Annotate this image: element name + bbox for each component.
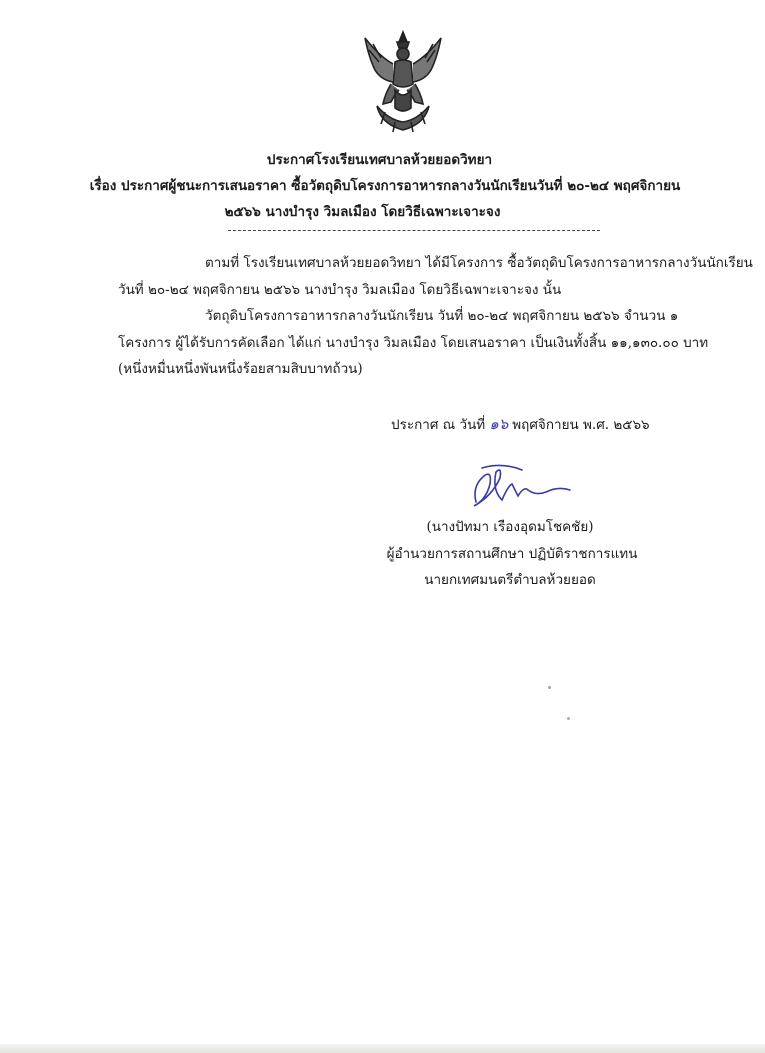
signer-name: (นางปัทมา เรืองอุดมโชคชัย) (426, 519, 594, 535)
announcement-subject-cont: ๒๕๖๖ นางบำรุง วิมลเมือง โดยวิธีเฉพาะเจาะจง (224, 204, 501, 220)
scan-bottom-edge (0, 1044, 765, 1053)
scan-speck (548, 686, 551, 689)
announcement-heading: ประกาศโรงเรียนเทศบาลห้วยยอดวิทยา (266, 152, 493, 168)
announcement-date (391, 412, 650, 436)
date-suffix: พฤศจิกายน พ.ศ. ๒๕๖๖ (512, 417, 650, 433)
body-paragraph-line: (หนึ่งหมื่นหนึ่งพันหนึ่งร้อยสามสิบบาทถ้วน) (118, 361, 363, 377)
garuda-emblem-icon (355, 28, 451, 136)
body-paragraph-line: วันที่ ๒๐-๒๔ พฤศจิกายน ๒๕๖๖ นางบำรุง วิมลเมือง โดยวิธีเฉพาะเจาะจง นั้น (118, 282, 562, 298)
date-prefix: ประกาศ ณ วันที่ (391, 417, 486, 433)
announcement-subject: เรื่อง ประกาศผู้ชนะการเสนอราคา ซื้อวัตถุดิบโครงการอาหารกลางวันนักเรียนวันที่ ๒๐-๒๔ พฤศจิกายน (89, 178, 681, 194)
body-paragraph-line: โครงการ ผู้ได้รับการคัดเลือก ได้แก่ นางบำรุง วิมลเมือง โดยเสนอราคา เป็นเงินทั้งสิ้น ๑๑,๑๓๐.๐๐ บาท (118, 335, 709, 351)
body-paragraph-line: วัตถุดิบโครงการอาหารกลางวันนักเรียน วันที่ ๒๐-๒๔ พฤศจิกายน ๒๕๖๖ จำนวน ๑ (205, 308, 679, 324)
signer-position-mayor: นายกเทศมนตรีตำบลห้วยยอด (424, 572, 596, 588)
heading-divider (228, 230, 600, 231)
body-paragraph-line: ตามที่ โรงเรียนเทศบาลห้วยยอดวิทยา ได้มีโครงการ ซื้อวัตถุดิบโครงการอาหารกลางวันนักเรียน (205, 255, 753, 271)
handwritten-signature (462, 456, 574, 516)
signer-position: ผู้อำนวยการสถานศึกษา ปฏิบัติราชการแทน (386, 546, 638, 562)
scan-speck (567, 717, 570, 720)
date-day-handwritten: ๑๖ (489, 415, 509, 433)
